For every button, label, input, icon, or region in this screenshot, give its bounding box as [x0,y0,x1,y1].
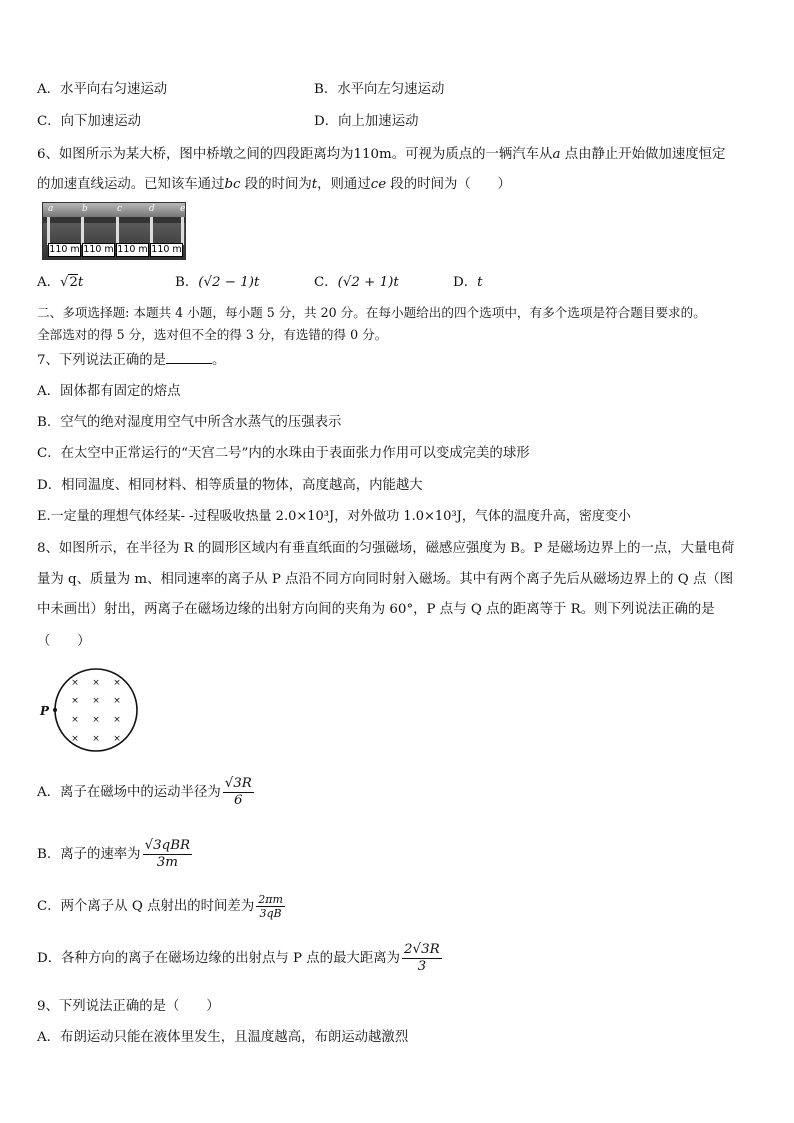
option-label: D． [453,275,478,290]
field-cross-mark: × [113,734,121,744]
point-p-dot [53,708,57,712]
bridge-sky [43,203,185,217]
q8-option-c-text: C．两个离子从 Q 点射出的时间差为 [37,899,255,914]
q6-stem-text: 的加速直线运动。已知该车通过 [37,177,225,192]
q7-stem-text: 7、下列说法正确的是 [37,353,167,368]
fraction-numerator: 2πm [258,893,283,906]
field-cross-mark: × [113,678,121,688]
magnetic-field-figure [38,664,142,756]
bridge-label-b: b [82,204,88,214]
q6-stem-text: 6、如图所示为某大桥，图中桥墩之间的四段距离均为110m。可视为质点的一辆汽车从 [37,147,553,162]
q6-option-d-expr: t [477,275,483,290]
q8-option-d [37,941,442,977]
field-cross-mark: × [92,696,100,706]
q8-option-a [37,775,254,811]
q7-option-d: D．相同温度、相同材料、相等质量的物体，高度越高，内能越大 [37,478,423,493]
option-label: B． [175,275,199,290]
field-cross-mark: × [71,734,79,744]
q8-stem-line2: 量为 q、质量为 m、相同速率的离子从 P 点沿不同方向同时射入磁场。其中有两个离子先后从磁场边界上的 Q 点（图 [37,572,734,587]
q6-option-a-radicand: 2 [69,275,78,290]
q6-point-a: a [552,147,561,162]
field-cross-mark: × [92,715,100,725]
bridge-pier [116,217,119,245]
fraction-numerator: √3R [224,776,252,791]
field-cross-mark: × [71,696,79,706]
q6-option-c-expr: (√2 + 1)t [337,275,399,290]
fraction [402,942,442,975]
bridge-figure [42,202,186,260]
fraction [256,893,285,920]
bridge-label-a: a [48,204,54,214]
field-cross-mark: × [113,715,121,725]
q6-segment-ce: ce [370,177,387,192]
q7-option-e: E.一定量的理想气体经某- -过程吸收热量 2.0×10³J，对外做功 1.0×10³J，气体的温度升高，密度变小 [37,509,631,524]
bridge-pier [47,217,50,245]
q6-option-c [314,273,399,293]
bridge-segment-1: 110 m [49,244,80,255]
fraction-denominator: 3qB [259,907,282,920]
q5-option-a: A．水平向右匀速运动 [37,82,168,97]
q6-stem-text: 段的时间为（ ） [386,177,511,192]
q8-stem-line4: （ ） [37,634,91,649]
q6-stem-text: ，则通过 [317,177,371,192]
fraction [223,776,254,809]
bridge-pier [81,217,84,245]
q6-segment-bc: bc [224,177,241,192]
q5-option-b: B．水平向左匀速运动 [314,82,445,97]
q8-option-d-text: D．各种方向的离子在磁场边缘的出射点与 P 点的最大距离为 [37,951,401,966]
q8-option-a-text: A．离子在磁场中的运动半径为 [37,785,221,800]
option-label: C． [314,275,338,290]
bridge-segment-4: 110 m [151,244,182,255]
q9-option-a: A．布朗运动只能在液体里发生，且温度越高，布朗运动越激烈 [37,1030,409,1045]
bridge-label-c: c [117,204,123,214]
q6-option-a [37,273,83,293]
fraction [143,838,193,871]
q6-option-a-t: t [77,275,84,290]
fraction-denominator: 3 [417,959,427,974]
bridge-label-d: d [149,204,155,214]
bridge-segment-2: 110 m [83,244,114,255]
q7-option-b: B．空气的绝对湿度用空气中所含水蒸气的压强表示 [37,415,342,430]
fraction-numerator: √3qBR [144,838,191,853]
q8-option-c [37,889,285,925]
q8-option-b [37,837,192,873]
field-cross-mark: × [71,715,79,725]
point-p-label: P [40,704,50,718]
q6-stem-line1 [37,145,764,165]
field-cross-mark: × [92,678,100,688]
fraction-denominator: 6 [234,793,243,808]
q6-time-t: t [311,177,318,192]
field-cross-mark: × [92,734,100,744]
q5-option-d: D．向上加速运动 [314,114,419,129]
fraction-numerator: 2√3R [404,942,440,957]
bridge-pier [150,217,153,245]
bridge-pier [181,217,184,245]
q7-stem [37,351,764,371]
q6-option-b [175,273,259,293]
sqrt-sign-icon: √ [60,275,69,290]
section2-line1: 二、多项选择题: 本题共 4 小题，每小题 5 分，共 20 分。在每小题给出的四个选项中，有多个选项是符合题目要求的。 [37,305,706,320]
section2-line2: 全部选对的得 5 分，选对但不全的得 3 分，有选错的得 0 分。 [37,327,388,342]
field-cross-mark: × [113,696,121,706]
option-label: A． [37,275,61,290]
q9-stem: 9、下列说法正确的是（ ） [37,999,220,1014]
q6-stem-line2 [37,175,764,195]
bridge-label-e: e [180,204,186,214]
q7-option-c: C．在太空中正常运行的“天宫二号”内的水珠由于表面张力作用可以变成完美的球形 [37,446,530,461]
answer-blank [166,351,212,364]
fraction-denominator: 3m [156,855,178,870]
q7-option-a: A．固体都有固定的熔点 [37,384,181,399]
q6-option-b-expr: (√2 − 1)t [198,275,260,290]
q8-stem-line3: 中未画出）射出，两离子在磁场边缘的出射方向间的夹角为 60°，P 点与 Q 点的距离等于 R。则下列说法正确的是 [37,602,715,617]
bridge-segment-3: 110 m [117,244,148,255]
q6-stem-text: 点由静止开始做加速度恒定 [560,147,726,162]
q5-option-c: C．向下加速运动 [37,114,141,129]
field-cross-mark: × [71,678,79,688]
q7-stem-text: 。 [212,353,226,368]
q6-option-d [453,273,483,293]
q8-option-b-text: B．离子的速率为 [37,847,141,862]
field-crosses [71,678,121,744]
q8-stem-line1: 8、如图所示，在半径为 R 的圆形区域内有垂直纸面的匀强磁场，磁感应强度为 B。P 是磁场边界上的一点，大量电荷 [37,541,735,556]
q6-stem-text: 段的时间为 [240,177,312,192]
